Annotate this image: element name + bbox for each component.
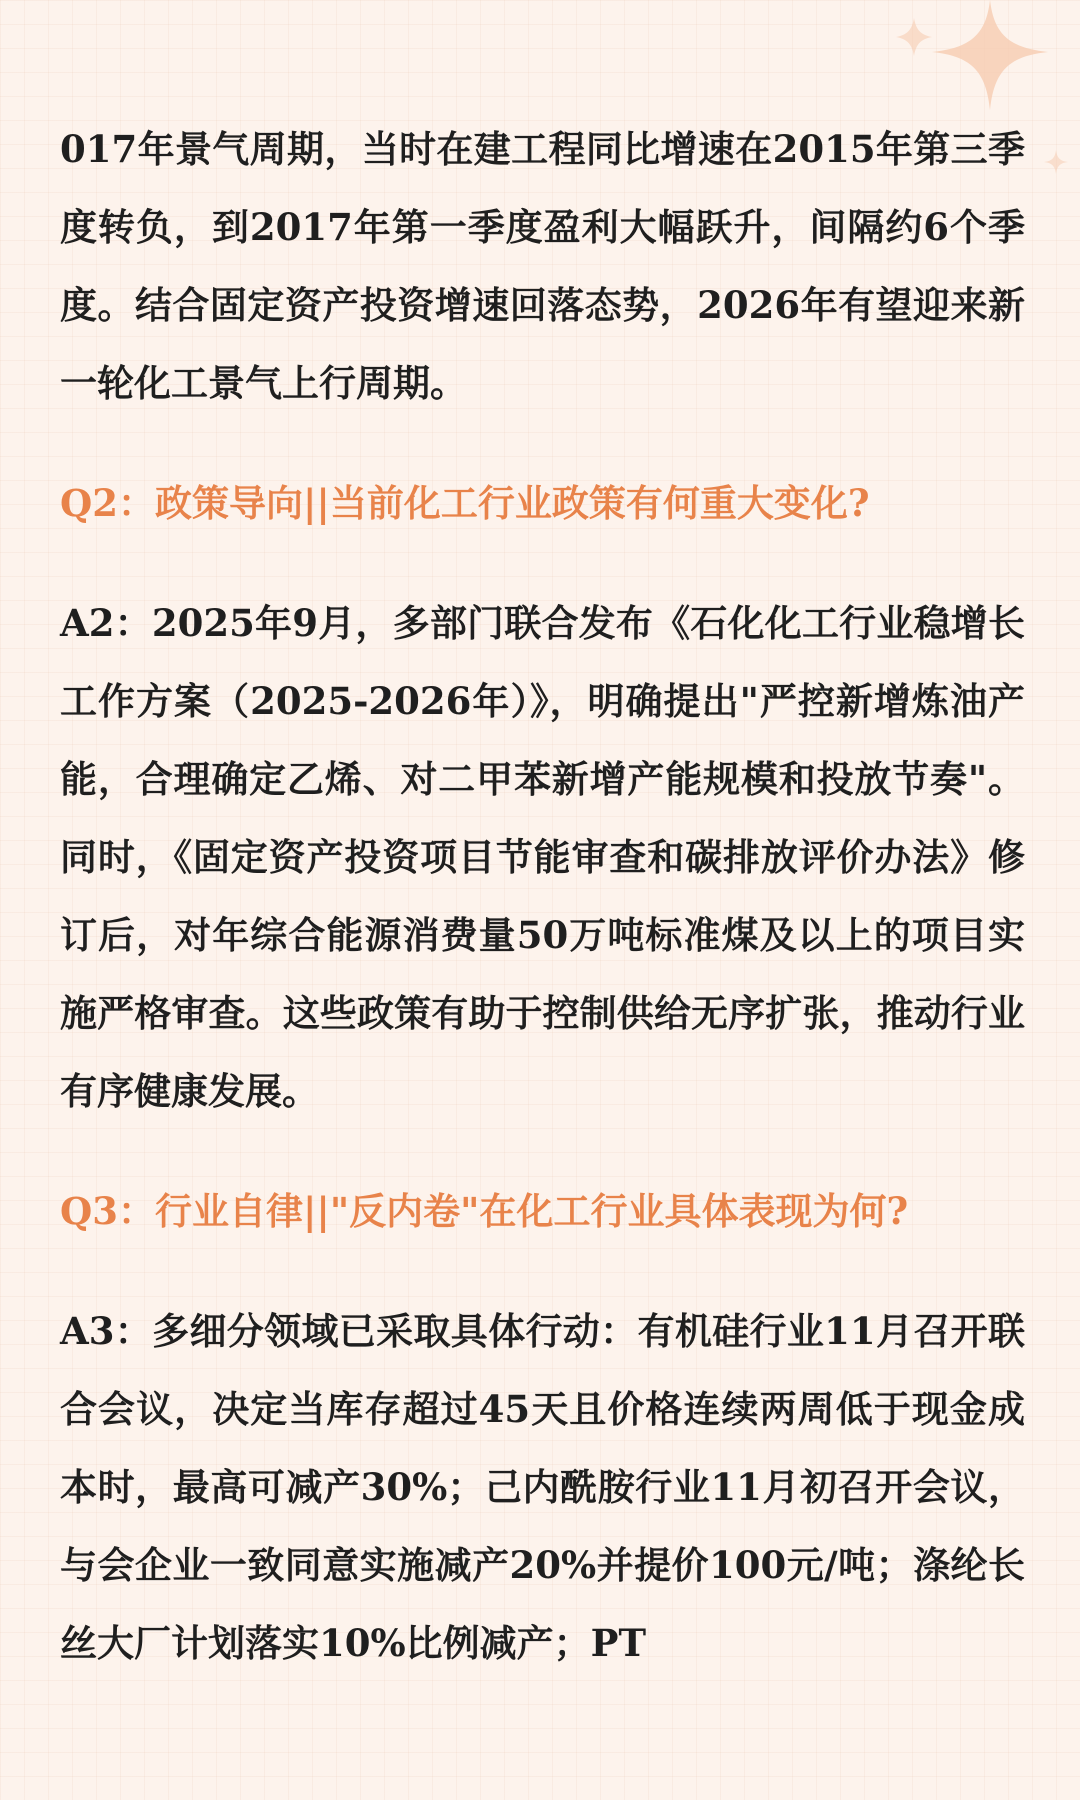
large-sparkle-star <box>932 0 1048 110</box>
question-2-heading: Q2：政策导向||当前化工行业政策有何重大变化? <box>60 481 870 525</box>
answer-2-paragraph: A2：2025年9月，多部门联合发布《石化化工行业稳增长工作方案（2025-2026年）》，明确提出"严控新增炼油产能，合理确定乙烯、对二甲苯新增产能规模和投放节奏"。同时，《固定资产投资项目节能审查和碳排放评价办法》修订后，对年综合能源消费量50万吨标准煤及以上的项目实施严格审查。这些政策有助于控制供给无序扩张，推动行业有序健康发展。 <box>60 601 1025 1113</box>
intro-paragraph: 017年景气周期，当时在建工程同比增速在2015年第三季度转负，到2017年第一季度盈利大幅跃升，间隔约6个季度。结合固定资产投资增速回落态势，2026年有望迎来新一轮化工景气上行周期。 <box>60 127 1025 405</box>
spacer <box>60 1250 1025 1292</box>
article-content <box>60 110 1025 1682</box>
spacer <box>60 422 1025 464</box>
question-3-heading: Q3：行业自律||"反内卷"在化工行业具体表现为何? <box>60 1189 909 1233</box>
tiny-sparkle-star <box>1044 150 1068 174</box>
small-sparkle-star <box>896 18 932 56</box>
spacer <box>60 1130 1025 1172</box>
answer-3-paragraph: A3：多细分领域已采取具体行动：有机硅行业11月召开联合会议，决定当库存超过45天且价格连续两周低于现金成本时，最高可减产30%；己内酰胺行业11月初召开会议，与会企业一致同意实施减产20%并提价100元/吨；涤纶长丝大厂计划落实10%比例减产；PT <box>60 1309 1025 1665</box>
spacer <box>60 542 1025 584</box>
